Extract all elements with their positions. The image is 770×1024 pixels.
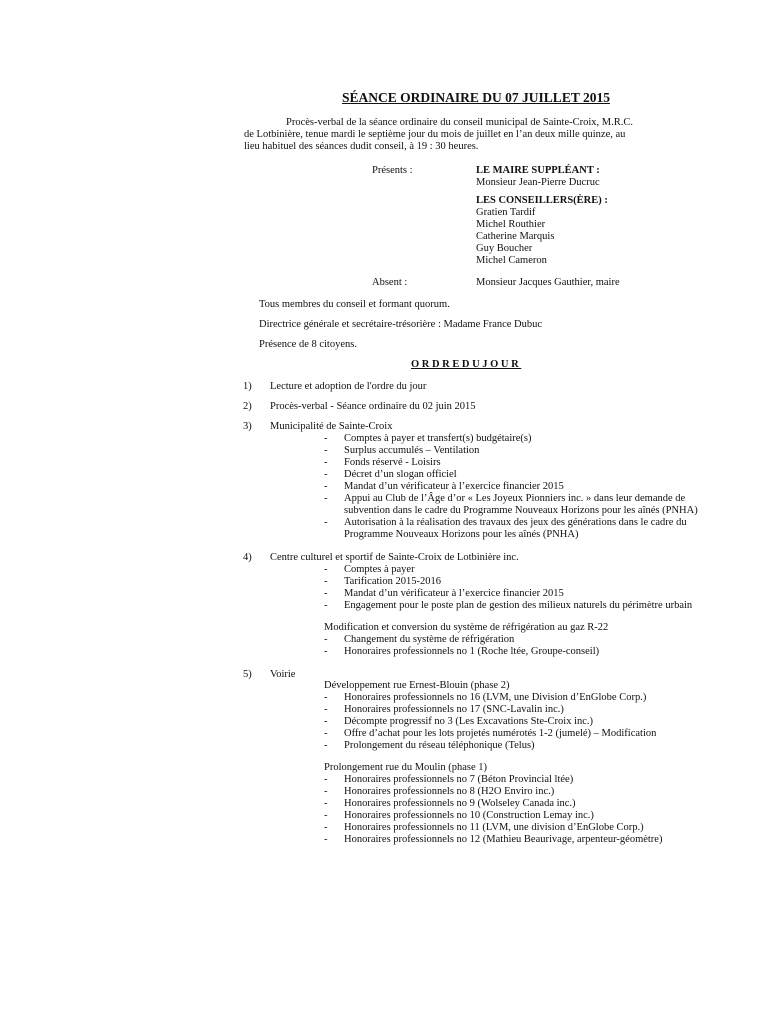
sub-section: [324, 680, 713, 752]
sub-item: - Honoraires professionnels no 12 (Mathieu Beaurivage, arpenteur-géomètre): [324, 834, 713, 846]
item-text: Lecture et adoption de l'ordre du jour: [270, 381, 427, 392]
conseillers-heading: LES CONSEILLERS(ÈRE) :: [476, 195, 608, 206]
sub-item: - Honoraires professionnels no 9 (Wolseley Canada inc.): [324, 798, 713, 810]
maire-name: Monsieur Jean-Pierre Ducruc: [476, 177, 600, 188]
citoyens-text: Présence de 8 citoyens.: [259, 339, 357, 350]
conseiller-name: Michel Routhier: [476, 219, 546, 230]
item-text: Voirie: [270, 668, 296, 680]
sub-item: - Honoraires professionnels no 1 (Roche ltée, Groupe-conseil): [324, 646, 713, 658]
item-number: 2): [243, 401, 252, 412]
agenda-list: [243, 381, 713, 857]
sub-item: - Décompte progressif no 3 (Les Excavations Ste-Croix inc.): [324, 716, 713, 728]
sub-list: [324, 774, 713, 846]
item-text: Centre culturel et sportif de Sainte-Croix de Lotbinière inc.: [270, 551, 519, 563]
sub-list: [324, 634, 713, 658]
conseiller-name: Gratien Tardif: [476, 207, 536, 218]
sub-item: - Autorisation à la réalisation des travaux des jeux des générations dans le cadre du Programme Nouveaux Horizons pour les aînés (PNHA): [324, 517, 713, 541]
sub-item: - Mandat d’un vérificateur à l’exercice financier 2015: [324, 481, 713, 493]
sub-item: - Honoraires professionnels no 17 (SNC-Lavalin inc.): [324, 704, 713, 716]
sub-section: [324, 622, 713, 658]
directrice-text: Directrice générale et secrétaire-trésorière : Madame France Dubuc: [259, 319, 543, 330]
item-number: 3): [243, 421, 252, 432]
item-text: Procès-verbal - Séance ordinaire du 02 juin 2015: [270, 401, 476, 412]
sub-item: - Prolongement du réseau téléphonique (Telus): [324, 740, 713, 752]
sub-item: - Comptes à payer: [324, 564, 713, 576]
sub-section: [324, 762, 713, 846]
section-heading: Développement rue Ernest-Blouin (phase 2): [324, 679, 510, 691]
sub-item: - Décret d’un slogan officiel: [324, 469, 713, 481]
sub-item: - Honoraires professionnels no 7 (Béton Provincial ltée): [324, 774, 713, 786]
absent-label: Absent :: [372, 277, 408, 288]
quorum-text: Tous membres du conseil et formant quorum.: [259, 299, 450, 310]
sub-list: [324, 692, 713, 752]
conseiller-name: Guy Boucher: [476, 243, 533, 254]
agenda-item: [243, 669, 713, 847]
absent-name: Monsieur Jacques Gauthier, maire: [476, 277, 620, 288]
intro-paragraph: [244, 117, 700, 153]
agenda-item: [243, 421, 713, 541]
section-heading: Prolongement rue du Moulin (phase 1): [324, 762, 488, 773]
sub-item: - Honoraires professionnels no 10 (Construction Lemay inc.): [324, 810, 713, 822]
sub-item: - Engagement pour le poste plan de gestion des milieux naturels du périmètre urbain: [324, 600, 713, 612]
sub-item: - Honoraires professionnels no 8 (H2O Enviro inc.): [324, 786, 713, 798]
agenda-item: [243, 552, 713, 659]
sub-item: - Honoraires professionnels no 16 (LVM, une Division d’EnGlobe Corp.): [324, 692, 713, 704]
sub-item: - Appui au Club de l’Âge d’or « Les Joyeux Pionniers inc. » dans leur demande de subvention dans le cadre du Programme Nouveaux Horizons pour les aînés (PNHA): [324, 493, 713, 517]
agenda-item: [243, 381, 713, 393]
sub-item: - Tarification 2015-2016: [324, 576, 713, 588]
sub-list: [324, 433, 713, 541]
sub-item: - Comptes à payer et transfert(s) budgétaire(s): [324, 433, 713, 445]
intro-line: de Lotbinière, tenue mardi le septième jour du mois de juillet en l’an deux mille quinze, au: [244, 129, 626, 140]
intro-line: Procès-verbal de la séance ordinaire du conseil municipal de Sainte-Croix, M.R.C.: [286, 117, 633, 128]
item-number: 1): [243, 381, 252, 392]
sub-item: - Offre d’achat pour les lots projetés numérotés 1-2 (jumelé) – Modification: [324, 728, 713, 740]
intro-line: lieu habituel des séances dudit conseil, à 19 : 30 heures.: [244, 141, 479, 152]
item-text: Municipalité de Sainte-Croix: [270, 421, 393, 432]
item-number: 4): [243, 551, 252, 563]
conseiller-name: Catherine Marquis: [476, 231, 555, 242]
attendance-block: [372, 165, 712, 289]
maire-heading: LE MAIRE SUPPLÉANT :: [476, 165, 600, 176]
item-number: 5): [243, 668, 252, 680]
document-title: SÉANCE ORDINAIRE DU 07 JUILLET 2015: [342, 90, 610, 105]
sub-list: [324, 564, 713, 612]
sub-item: - Mandat d’un vérificateur à l’exercice financier 2015: [324, 588, 713, 600]
presents-label: Présents :: [372, 165, 413, 176]
sub-item: - Fonds réservé - Loisirs: [324, 457, 713, 469]
sub-item: - Honoraires professionnels no 11 (LVM, une division d’EnGlobe Corp.): [324, 822, 713, 834]
ordre-du-jour-title: ORDREDUJOUR: [411, 359, 522, 370]
sub-item: - Changement du système de réfrigération: [324, 634, 713, 646]
conseiller-name: Michel Cameron: [476, 255, 547, 266]
section-heading: Modification et conversion du système de réfrigération au gaz R-22: [324, 622, 609, 633]
sub-item: - Surplus accumulés – Ventilation: [324, 445, 713, 457]
agenda-item: [243, 401, 713, 413]
